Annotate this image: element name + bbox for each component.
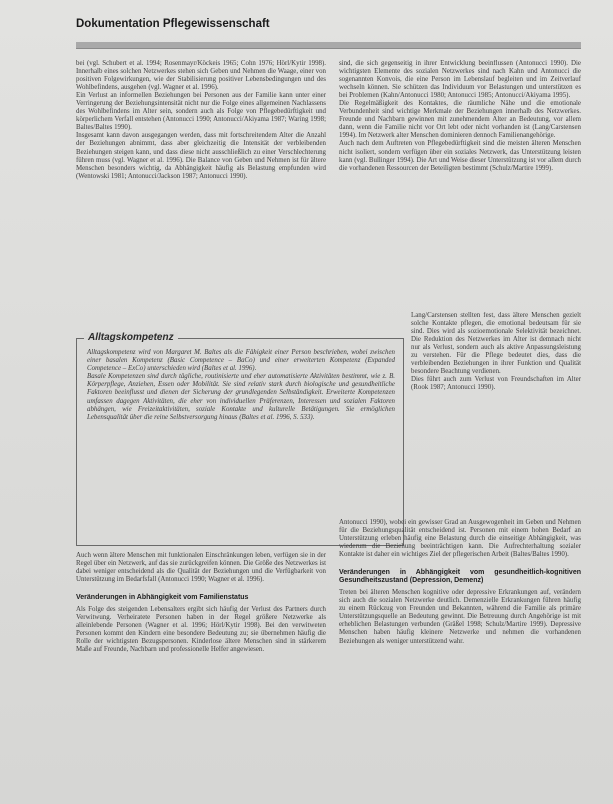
paragraph: sind, die sich gegenseitig in ihrer Entwicklung beeinflussen (Antonucci 1990). Die wichtigsten Elemente des sozialen Netzwerkes sind nach Kahn und Antonucci die sogenannten Konvois, die eine Person im Lebenslauf begleiten und im Zeitverlauf wechseln können. Sie schützen das Individuum vor Belastungen und unterstützen es bei Problemen (Kahn/Antonucci 1980; Antonucci 1985; Antonucci/Akiyama 1995). bbox=[339, 60, 581, 100]
right-column-bottom bbox=[339, 519, 581, 789]
right-column-top bbox=[339, 60, 581, 308]
info-box-body bbox=[87, 349, 395, 422]
header-rule-thin bbox=[76, 48, 581, 49]
section-heading-gesundheitszustand: Veränderungen in Abhängigkeit vom gesundheitlich-kognitiven Gesundheitszustand (Depression, Demenz) bbox=[339, 569, 581, 585]
paragraph: Auch nach dem Auftreten von Pflegebedürftigkeit sind die meisten älteren Menschen nicht isoliert, sondern verfügen über ein soziales Netzwerk, das Unterstützung leisten kann (vgl. Bullinger 1994). Die Art und Weise dieser Unterstützung ist vor allem durch die vorhandenen Ressourcen der Beteiligten bestimmt (Schulz/Martire 1999). bbox=[339, 140, 581, 172]
paragraph: Dies führt auch zum Verlust von Freundschaften im Alter (Rook 1987; Antonucci 1990). bbox=[411, 376, 581, 392]
info-box-alltagskompetenz bbox=[76, 338, 404, 546]
paragraph: Ein Verlust an informellen Beziehungen bei Personen aus der Familie kann unter einer Verringerung der Beziehungsintensität nicht nur die Folge eines allgemeinen Nachlassens des Wohlbefindens im Alter sein, sondern auch als Folge von Pflegebedürftigkeit und körperlichem Verfall entstehen (Antonucci 1990; Antonucci/Akiyama 1987; Waring 1998; Baltes/Baltes 1990). bbox=[76, 92, 326, 132]
paragraph: Treten bei älteren Menschen kognitive oder depressive Erkrankungen auf, verändern sich auch die sozialen Netzwerke deutlich. Demenzielle Erkrankungen führen häufig zu einem Rückzug von Freunden und Bekannten, während die Familie als primäre Unterstützungsquelle an Bedeutung gewinnt. Die Betreuung durch Angehörige ist mit erheblichen Belastungen verbunden (Gräßel 1998; Schulz/Martire 1999). Depressive Menschen haben häufig kleinere Netzwerke und nehmen die vorhandenen Beziehungen als weniger unterstützend wahr. bbox=[339, 589, 581, 645]
paragraph: Die Regelmäßigkeit des Kontaktes, die räumliche Nähe und die emotionale Verbundenheit sind wichtige Merkmale der Beziehungen innerhalb des Netzwerkes. Freunde und Nachbarn gewinnen mit zunehmendem Alter an Bedeutung, vor allem dann, wenn die Familie nicht vor Ort lebt oder nicht vorhanden ist (Lang/Carstensen 1994). Im Netzwerk alter Menschen dominieren dennoch Familienangehörige. bbox=[339, 100, 581, 140]
paragraph: bei (vgl. Schubert et al. 1994; Rosenmayr/Köckeis 1965; Cohn 1976; Hörl/Kytir 1998). Innerhalb eines solchen Netzwerkes stehen sich Geben und Nehmen die Waage, einer von positiven Folgewirkungen, wie der Stabilisierung positiver Lebensbedingungen und des Wohlbefindens, ausgehen (vgl. Wagner et al. 1996). bbox=[76, 60, 326, 92]
paragraph: Lang/Carstensen stellten fest, dass ältere Menschen gezielt solche Kontakte pflegen, die emotional bedeutsam für sie sind. Dies wird als sozioemotionale Selektivität bezeichnet. Die Reduktion des Netzwerkes im Alter ist demnach nicht nur als Verlust, sondern auch als aktive Anpassungsleistung zu verstehen. Für die Pflege bedeutet dies, dass die verbleibenden Beziehungen in ihrer Funktion und Qualität besondere Beachtung verdienen. bbox=[411, 312, 581, 376]
paragraph: Alltagskompetenz wird von Margaret M. Baltes als die Fähigkeit einer Person beschrieben, wobei zwischen einer basalen Kompetenz (Basic Competence – BaCo) und einer erweiterten Kompetenz (Expanded Competence – ExCo) unterschieden wird (Baltes et al. 1996). bbox=[87, 349, 395, 373]
paragraph: Antonucci 1990), wobei ein gewisser Grad an Ausgewogenheit im Geben und Nehmen für die Beziehungsqualität entscheidend ist. Personen mit einem hohen Bedarf an Unterstützung erleben häufig eine Belastung durch die einseitige Abhängigkeit, was wiederum die Beziehung beeinträchtigen kann. Die Aufrechterhaltung sozialer Kontakte ist daher ein wichtiges Ziel der pflegerischen Arbeit (Baltes/Baltes 1990). bbox=[339, 519, 581, 559]
right-column-middle bbox=[411, 312, 581, 522]
header-title: Dokumentation Pflegewissenschaft bbox=[76, 18, 270, 30]
paragraph: Insgesamt kann davon ausgegangen werden, dass mit fortschreitendem Alter die Anzahl der Beziehungen abnimmt, dass aber gleichzeitig die Intensität der verbleibenden Beziehungen steigen kann, und dass diese nicht ausschließlich zu einer Verschlechterung führen muss (vgl. Wagner et al. 1996). Die Balance von Geben und Nehmen ist für ältere Menschen besonders wichtig, da Abhängigkeit häufig als Belastung empfunden wird (Wentowski 1981; Antonucci/Jackson 1987; Antonucci 1990). bbox=[76, 132, 326, 180]
left-column-bottom bbox=[76, 552, 326, 788]
paragraph: Basale Kompetenzen sind durch tägliche, routinisierte und eher automatisierte Aktivitäten bestimmt, wie z. B. Körperpflege, Anziehen, Essen oder Mobilität. Sie sind relativ stark durch biologische und gesundheitliche Faktoren beeinflusst und dienen der Sicherung der grundlegenden Selbständigkeit. Erweiterte Kompetenzen umfassen dagegen Aktivitäten, die eher von individuellen Präferenzen, Interessen und sozialen Faktoren abhängen, wie Freizeitaktivitäten, soziale Kontakte und kulturelle Betätigungen. Sie ermöglichen Lebensqualität über die reine Selbstversorgung hinaus (Baltes et al. 1996, S. 533). bbox=[87, 373, 395, 421]
info-box-title: Alltagskompetenz bbox=[84, 332, 178, 346]
paragraph: Auch wenn ältere Menschen mit funktionalen Einschränkungen leben, verfügen sie in der Regel über ein Netzwerk, auf das sie zurückgreifen können. Die Größe des Netzwerkes ist dabei weniger entscheidend als die Qualität der Beziehungen und die Verfügbarkeit von Unterstützung im Bedarfsfall (Antonucci 1990; Wagner et al. 1996). bbox=[76, 552, 326, 584]
page-header bbox=[76, 18, 576, 40]
paragraph: Als Folge des steigenden Lebensalters ergibt sich häufig der Verlust des Partners durch Verwitwung. Verheiratete Personen haben in der Regel größere Netzwerke als alleinlebende Personen (Wagner et al. 1996; Hörl/Kytir 1998). Bei den verwitweten Personen kommt den Kindern eine besondere Bedeutung zu; sie übernehmen häufig die Rolle der wichtigsten Bezugspersonen. Kinderlose ältere Menschen sind in stärkerem Maße auf Freunde, Nachbarn und professionelle Helfer angewiesen. bbox=[76, 606, 326, 654]
section-heading-familienstatus: Veränderungen in Abhängigkeit vom Familienstatus bbox=[76, 594, 249, 602]
left-column-top bbox=[76, 60, 326, 337]
